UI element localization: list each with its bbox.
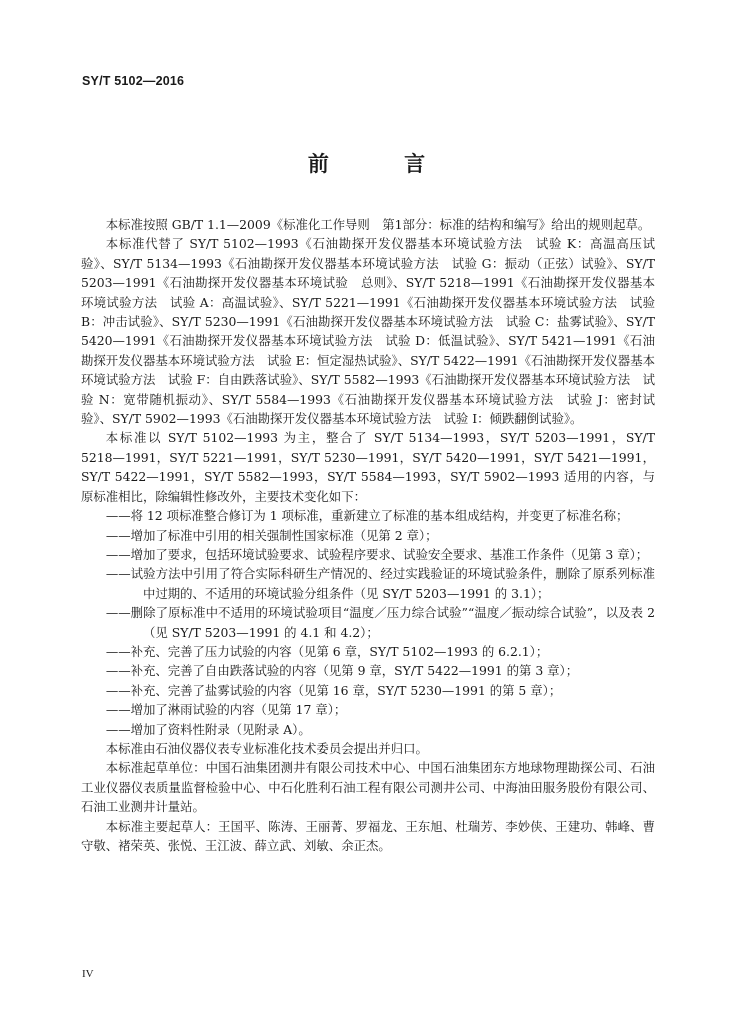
foreword-body bbox=[81, 215, 655, 855]
change-list-item: ——补充、完善了盐雾试验的内容（见第 16 章，SY/T 5230—1991 的第 5 章）； bbox=[105, 682, 562, 698]
change-list-item: ——增加了淋雨试验的内容（见第 17 章）； bbox=[105, 702, 347, 718]
change-list-item: ——补充、完善了压力试验的内容（见第 6 章，SY/T 5102—1993 的 6.2.1）； bbox=[105, 643, 549, 659]
paragraph-replaced-standards: 本标准代替了 SY/T 5102—1993《石油勘探开发仪器基本环境试验方法 试验 K：高温高压试验》、SY/T 5134—1993《石油勘探开发仪器基本环境试验方法 试验 G：振动（正弦）试验》、SY/T 5203—1991《石油勘探开发仪器基本环境试验 总则》、SY/T 5218—1991《石油勘探开发仪器基本环境试验方法 试验 A：高温试验》、SY/T 5221—1991《石油勘探开发仪器基本环境试验方法 试验 B：冲击试验》、SY/T 5230—1991《石油勘探开发仪器基本环境试验方法 试验 C：盐雾试验》、SY/T 5420—1991《石油勘探开发仪器基本环境试验方法 试验 D：低温试验》、SY/T 5421—1991《石油勘探开发仪器基本环境试验方法 试验 E：恒定湿热试验》、SY/T 5422—1991《石油勘探开发仪器基本环境试验方法 试验 F：自由跌落试验》、SY/T 5582—1993《石油勘探开发仪器基本环境试验方法 试验 N：宽带随机振动》、SY/T 5584—1993《石油勘探开发仪器基本环境试验方法 试验 J：密封试验》、SY/T 5902—1993《石油勘探开发仪器基本环境试验方法 试验 I：倾跌翻倒试验》。 bbox=[81, 236, 655, 427]
page-number: IV bbox=[82, 968, 94, 980]
standard-code-header: SY/T 5102—2016 bbox=[82, 74, 185, 88]
change-list-item: ——增加了标准中引用的相关强制性国家标准（见第 2 章）； bbox=[105, 527, 438, 543]
change-list-item: ——试验方法中引用了符合实际科研生产情况的、经过实践验证的环境试验条件，删除了原系列标准中过期的、不适用的环境试验分组条件（见 SY/T 5203—1991 的 3.1）； bbox=[105, 566, 655, 601]
change-list-item: ——删除了原标准中不适用的环境试验项目“温度／压力综合试验”“温度／振动综合试验”，以及表 2（见 SY/T 5203—1991 的 4.1 和 4.2）； bbox=[105, 605, 655, 640]
paragraph-drafters: 本标准主要起草人：王国平、陈涛、王丽菁、罗福龙、王东旭、杜瑞芳、李妙侠、王建功、韩峰、曹守敬、褚荣英、张悦、王江波、薛立武、刘敏、余正杰。 bbox=[81, 818, 655, 853]
change-list-item: ——增加了要求，包括环境试验要求、试验程序要求、试验安全要求、基准工作条件（见第 3 章）； bbox=[105, 546, 649, 562]
paragraph-drafting-rules: 本标准按照 GB/T 1.1—2009《标准化工作导则 第1部分：标准的结构和编写》给出的规则起草。 bbox=[105, 217, 651, 232]
paragraph-integration: 本标准以 SY/T 5102—1993 为主，整合了 SY/T 5134—1993，SY/T 5203—1991，SY/T 5218—1991，SY/T 5221—1991，SY/T 5230—1991，SY/T 5420—1991，SY/T 5421—1991，SY/T 5422—1991，SY/T 5582—1993，SY/T 5584—1993，SY/T 5902—1993 适用的内容，与原标准相比，除编辑性修改外，主要技术变化如下： bbox=[81, 430, 655, 504]
change-list-item: ——补充、完善了自由跌落试验的内容（见第 9 章，SY/T 5422—1991 的第 3 章）； bbox=[105, 663, 579, 679]
paragraph-proposer: 本标准由石油仪器仪表专业标准化技术委员会提出并归口。 bbox=[105, 740, 428, 756]
page-title: 前 言 bbox=[307, 151, 460, 176]
change-list-item: ——增加了资料性附录（见附录 A）。 bbox=[105, 721, 311, 737]
paragraph-drafting-units: 本标准起草单位：中国石油集团测井有限公司技术中心、中国石油集团东方地球物理勘探公司、石油工业仪器仪表质量监督检验中心、中石化胜利石油工程有限公司测井公司、中海油田服务股份有限公司、石油工业测井计量站。 bbox=[81, 760, 655, 815]
change-list-item: ——将 12 项标准整合修订为 1 项标准，重新建立了标准的基本组成结构，并变更了标准名称； bbox=[105, 508, 629, 524]
